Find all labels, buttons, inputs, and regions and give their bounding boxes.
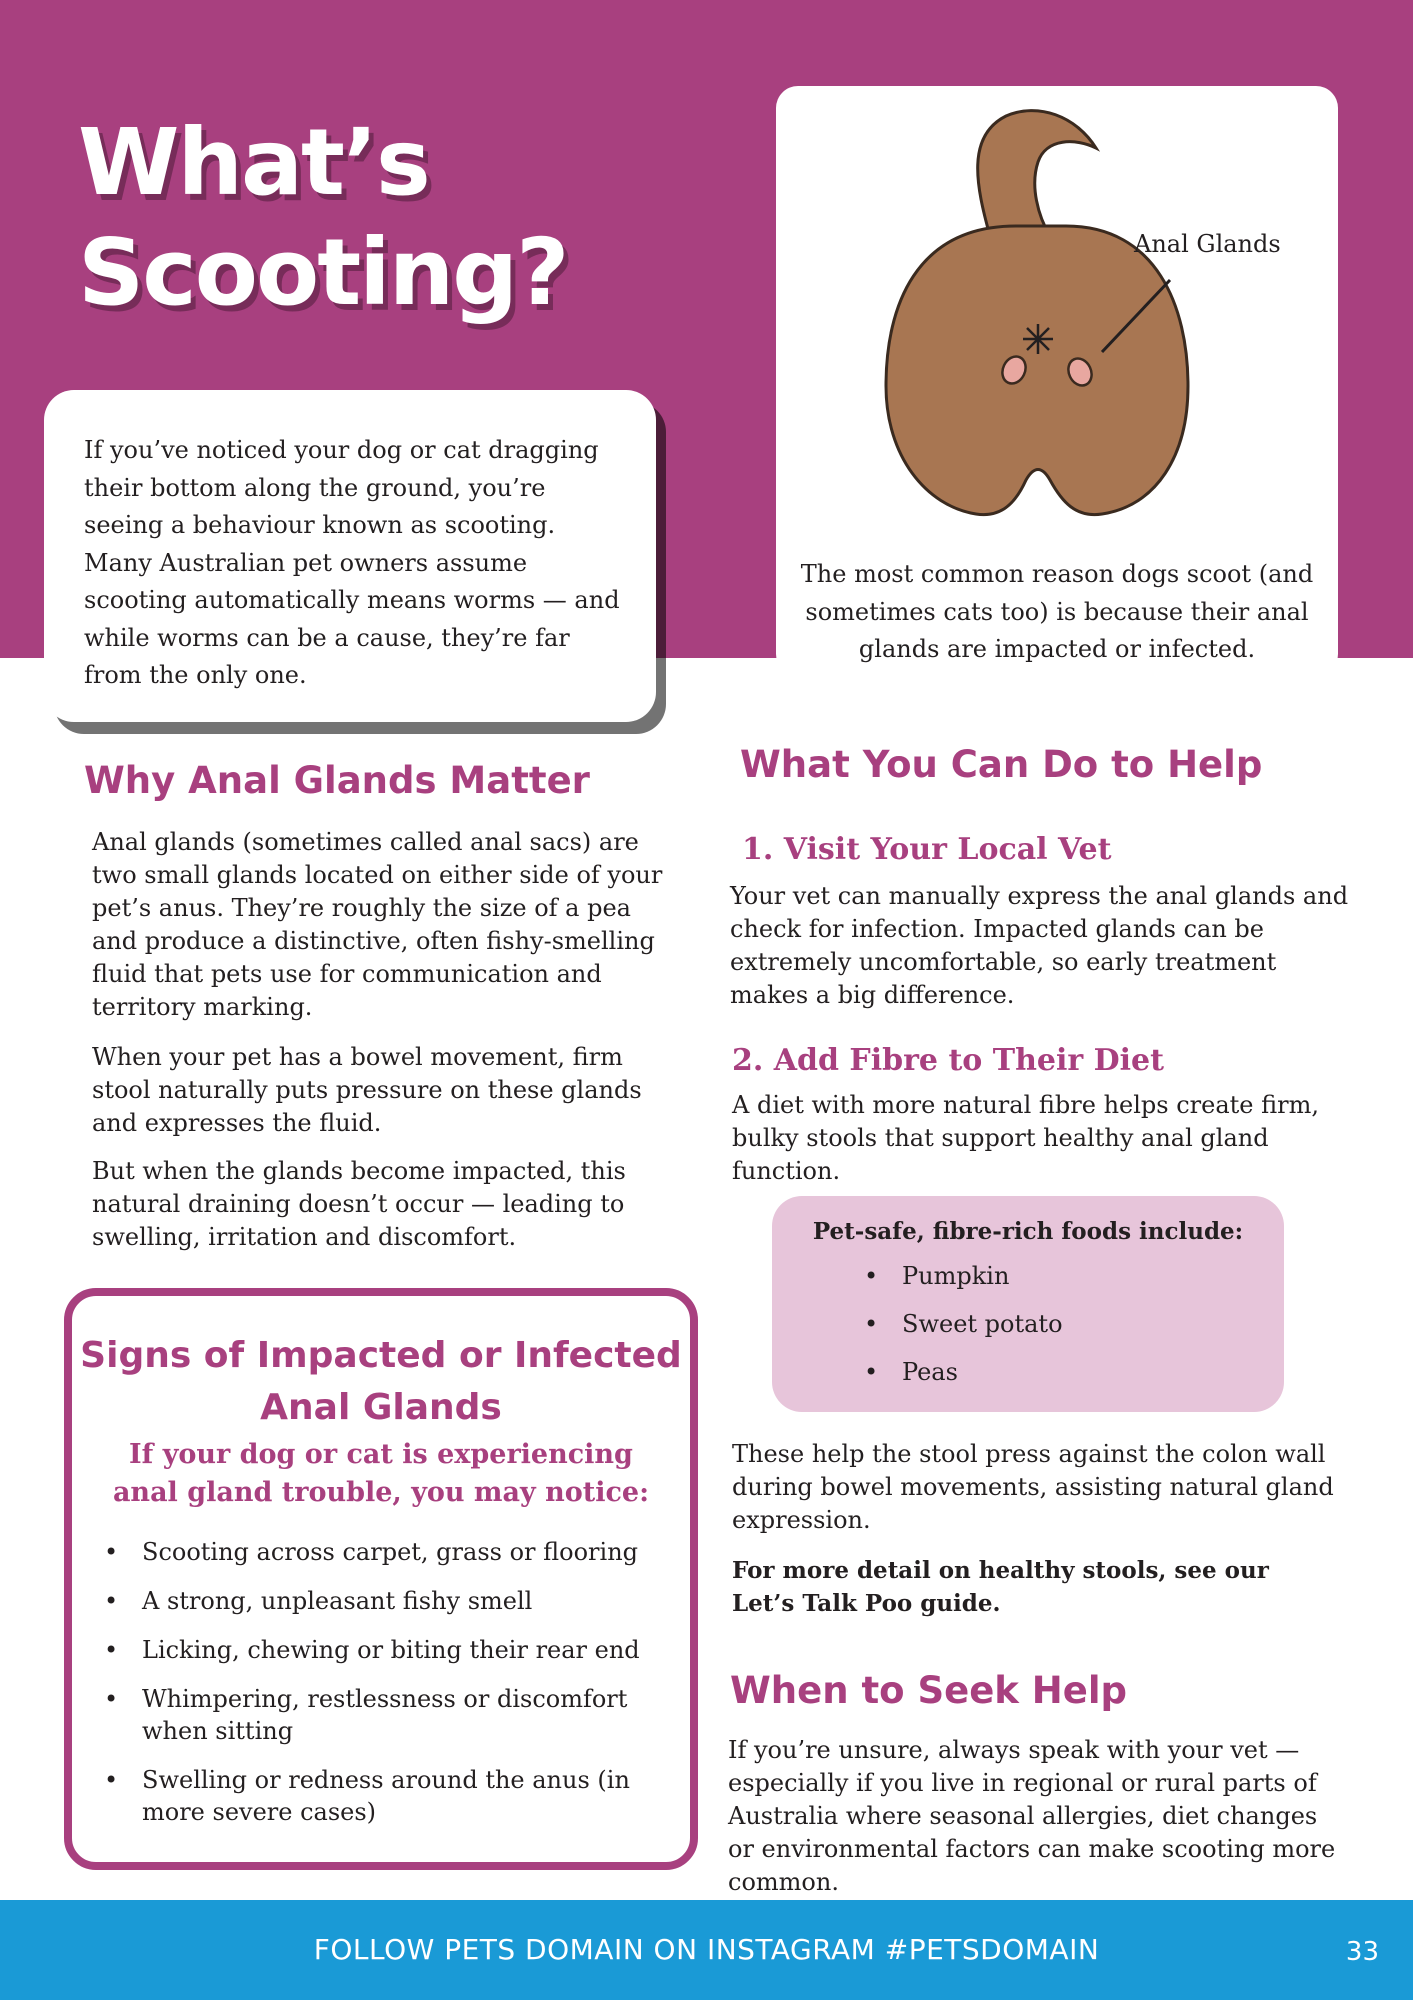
illustration-card <box>776 86 1338 676</box>
anal-glands-illustration <box>776 86 1338 546</box>
step-2-text: A diet with more natural fibre helps create firm, bulky stools that support healthy anal gland function. <box>732 1091 1319 1185</box>
signs-heading: Signs of Impacted or Infected Anal Glands <box>80 1335 682 1428</box>
fibre-foods-list <box>860 1260 1240 1404</box>
fibre-effect-text: These help the stool press against the colon wall during bowel movements, assisting natural gland expression. <box>732 1440 1334 1534</box>
intro-text: If you’ve noticed your dog or cat dragging their bottom along the ground, you’re seeing a behaviour known as scooting. Many Australian pet owners assume scooting automatically means worms — and while worms can be a cause, they’re far from the only one. <box>84 436 620 689</box>
signs-list <box>100 1536 680 1845</box>
why-paragraph-2: When your pet has a bowel movement, firm stool naturally puts pressure on these glands and expresses the fluid. <box>92 1043 642 1137</box>
guide-note: For more detail on healthy stools, see our Let’s Talk Poo guide. <box>732 1557 1269 1617</box>
page-title <box>78 108 567 328</box>
list-item: • Pumpkin <box>860 1260 1240 1292</box>
fibre-foods-box <box>772 1196 1284 1412</box>
list-item: • Whimpering, restlessness or discomfort when sitting <box>100 1683 680 1747</box>
step-1-text: Your vet can manually express the anal glands and check for infection. Impacted glands can be extremely uncomfortable, so early treatment makes a big difference. <box>730 882 1349 1009</box>
why-paragraph-3: But when the glands become impacted, this natural draining doesn’t occur — leading to swelling, irritation and discomfort. <box>92 1157 626 1251</box>
title-line-2: Scooting? <box>78 219 568 326</box>
title-line-1: What’s <box>78 109 429 216</box>
fibre-foods-title: Pet-safe, fibre-rich foods include: <box>812 1218 1244 1245</box>
step-2-heading: 2. Add Fibre to Their Diet <box>732 1043 1164 1078</box>
page-number: 33 <box>1345 1937 1379 1967</box>
seek-heading: When to Seek Help <box>730 1669 1128 1712</box>
why-heading: Why Anal Glands Matter <box>84 759 590 802</box>
illustration-caption: The most common reason dogs scoot (and sometimes cats too) is because their anal glands are impacted or infected. <box>800 560 1314 663</box>
anus-mark <box>1023 324 1053 354</box>
list-item: • A strong, unpleasant fishy smell <box>100 1585 680 1617</box>
signs-subheading: If your dog or cat is experiencing anal gland trouble, you may notice: <box>112 1439 650 1508</box>
step-1-heading: 1. Visit Your Local Vet <box>742 832 1112 867</box>
footer-bar <box>0 1900 1413 2000</box>
list-item: • Licking, chewing or biting their rear end <box>100 1634 680 1666</box>
intro-card <box>44 390 656 722</box>
list-item: • Scooting across carpet, grass or flooring <box>100 1536 680 1568</box>
tail-shape <box>978 111 1096 236</box>
body-shape <box>886 226 1188 515</box>
instagram-follow-text: FOLLOW PETS DOMAIN ON INSTAGRAM #PETSDOMAIN <box>313 1933 1100 1966</box>
list-item: • Swelling or redness around the anus (in more severe cases) <box>100 1764 680 1828</box>
list-item: • Peas <box>860 1356 1240 1388</box>
list-item: • Sweet potato <box>860 1308 1240 1340</box>
signs-box <box>64 1288 698 1870</box>
seek-text: If you’re unsure, always speak with your vet — especially if you live in regional or rural parts of Australia where seasonal allergies, diet changes or environmental factors can make scooting more common. <box>728 1736 1336 1896</box>
why-paragraph-1: Anal glands (sometimes called anal sacs) are two small glands located on either side of your pet’s anus. They’re roughly the size of a pea and produce a distinctive, often fishy-smelling fluid that pets use for communication and territory marking. <box>92 828 663 1021</box>
anal-glands-label: Anal Glands <box>1134 230 1281 258</box>
help-heading: What You Can Do to Help <box>740 743 1263 786</box>
